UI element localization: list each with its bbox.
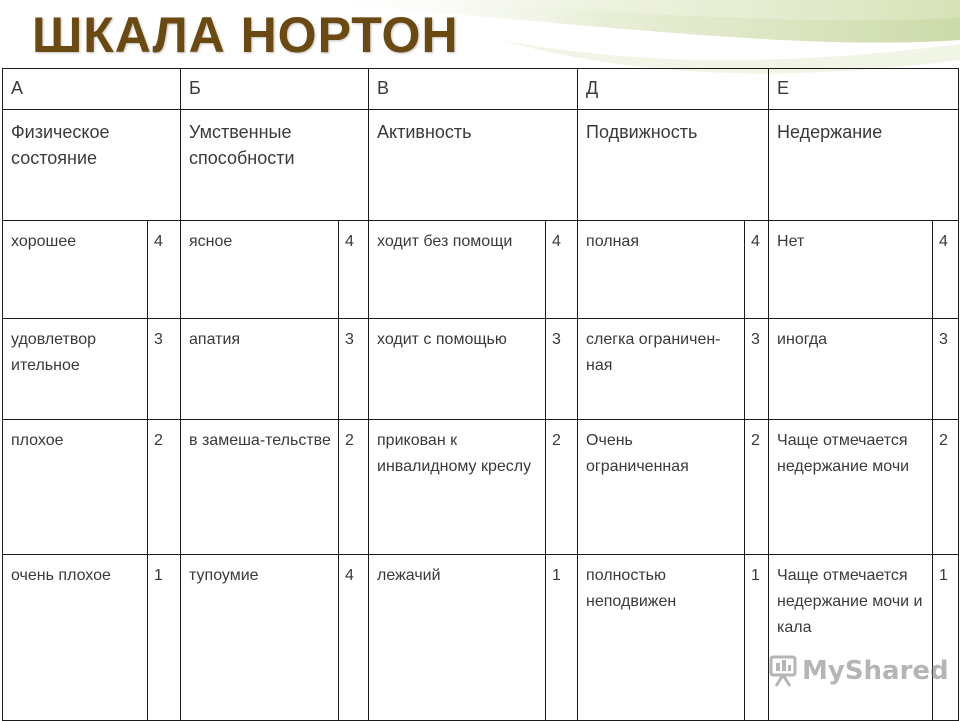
table-row	[3, 221, 959, 319]
criterion-score: 3	[745, 319, 769, 420]
criterion-label: тупоумие	[181, 555, 339, 721]
column-header: Умственные способности	[181, 110, 369, 221]
column-header: Физическое состояние	[3, 110, 181, 221]
column-letter: Б	[181, 69, 369, 110]
criterion-score: 4	[933, 221, 959, 319]
criterion-score: 4	[339, 221, 369, 319]
criterion-score: 1	[933, 555, 959, 721]
watermark-text: MyShared	[802, 656, 949, 686]
category-row	[3, 110, 959, 221]
criterion-label: плохое	[3, 420, 148, 555]
criterion-score: 1	[745, 555, 769, 721]
criterion-label: Чаще отмечается недержание мочи	[769, 420, 933, 555]
criterion-score: 4	[546, 221, 578, 319]
criterion-label: апатия	[181, 319, 339, 420]
table-row	[3, 319, 959, 420]
criterion-score: 3	[339, 319, 369, 420]
column-letter: Е	[769, 69, 959, 110]
criterion-label: Чаще отмечается недержание мочи и кала	[769, 555, 933, 721]
criterion-score: 2	[546, 420, 578, 555]
column-header: Подвижность	[578, 110, 769, 221]
criterion-score: 4	[339, 555, 369, 721]
criterion-label: Очень ограниченная	[578, 420, 745, 555]
criterion-score: 4	[745, 221, 769, 319]
criterion-label: полная	[578, 221, 745, 319]
column-header: Недержание	[769, 110, 959, 221]
table-row	[3, 420, 959, 555]
criterion-label: иногда	[769, 319, 933, 420]
slide-title: ШКАЛА НОРТОН	[32, 7, 459, 63]
table-row	[3, 555, 959, 721]
criterion-score: 2	[933, 420, 959, 555]
criterion-score: 2	[148, 420, 181, 555]
norton-scale-table	[2, 68, 959, 721]
criterion-label: хорошее	[3, 221, 148, 319]
criterion-score: 1	[546, 555, 578, 721]
criterion-score: 4	[148, 221, 181, 319]
criterion-label: полностью неподвижен	[578, 555, 745, 721]
criterion-score: 1	[148, 555, 181, 721]
column-letter: Д	[578, 69, 769, 110]
criterion-label: удовлетвор ительное	[3, 319, 148, 420]
criterion-score: 2	[745, 420, 769, 555]
criterion-label: в замеша-тельстве	[181, 420, 339, 555]
criterion-score: 3	[148, 319, 181, 420]
watermark	[768, 654, 949, 688]
presentation-board-icon	[768, 654, 798, 688]
criterion-label: ясное	[181, 221, 339, 319]
criterion-label: Нет	[769, 221, 933, 319]
column-letter: А	[3, 69, 181, 110]
criterion-score: 3	[933, 319, 959, 420]
criterion-label: очень плохое	[3, 555, 148, 721]
criterion-label: прикован к инвалидному креслу	[369, 420, 546, 555]
criterion-label: ходит с помощью	[369, 319, 546, 420]
criterion-label: слегка ограничен-ная	[578, 319, 745, 420]
letter-row	[3, 69, 959, 110]
column-header: Активность	[369, 110, 578, 221]
criterion-label: ходит без помощи	[369, 221, 546, 319]
column-letter: В	[369, 69, 578, 110]
criterion-score: 2	[339, 420, 369, 555]
criterion-score: 3	[546, 319, 578, 420]
criterion-label: лежачий	[369, 555, 546, 721]
